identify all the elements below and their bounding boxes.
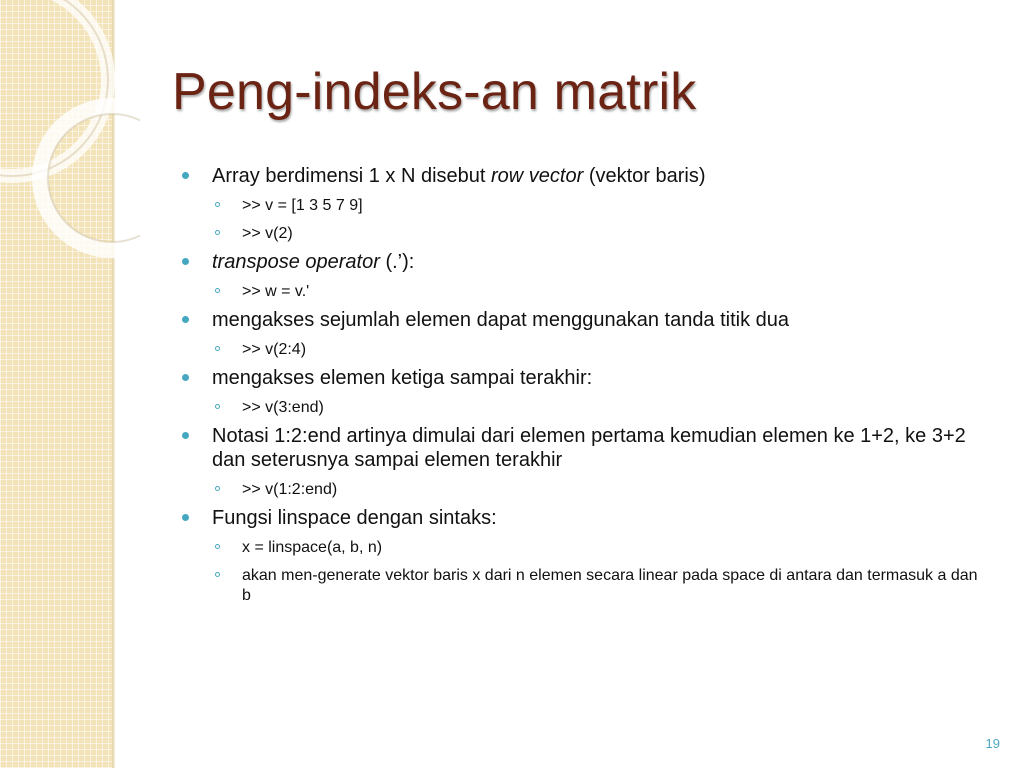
bullet-dot-icon (182, 374, 189, 381)
bullet-text: Array berdimensi 1 x N disebut (212, 165, 492, 187)
sub-bullet-text: x = linspace(a, b, n) (242, 539, 383, 556)
sub-list-item (180, 480, 990, 500)
sub-bullet-text: >> v(2) (242, 225, 293, 242)
bullet-ring-icon (215, 230, 220, 235)
bullet-ring-icon (215, 404, 220, 409)
bullet-dot-icon (182, 432, 189, 439)
sub-bullet-text: >> v(2:4) (242, 341, 307, 358)
bullet-ring-icon (215, 202, 220, 207)
sub-bullet-text: >> v(1:2:end) (242, 481, 338, 498)
bullet-text: Fungsi linspace dengan sintaks: (212, 507, 497, 529)
list-item (180, 250, 990, 274)
bullet-ring-icon (215, 346, 220, 351)
sub-list-item (180, 566, 990, 606)
bullet-text: mengakses elemen ketiga sampai terakhir: (212, 367, 593, 389)
bullet-ring-icon (215, 486, 220, 491)
bullet-ring-icon (215, 544, 220, 549)
bullet-text: (vektor baris) (583, 165, 706, 187)
sub-bullet-text: >> v(3:end) (242, 399, 324, 416)
sub-bullet-text: akan men-generate vektor baris x dari n elemen secara linear pada space di antara dan termasuk a dan b (242, 567, 978, 604)
sub-list-item (180, 196, 990, 216)
page-number: 19 (985, 736, 1000, 751)
bullet-text-italic: row vector (491, 165, 584, 187)
list-item (180, 506, 990, 530)
bullet-dot-icon (182, 514, 189, 521)
sub-list-item (180, 224, 990, 244)
bullet-dot-icon (182, 316, 189, 323)
bullet-text: (.’): (379, 251, 415, 273)
list-item (180, 164, 990, 188)
list-item (180, 366, 990, 390)
bullet-dot-icon (182, 258, 189, 265)
sub-list-item (180, 538, 990, 558)
bullet-ring-icon (215, 288, 220, 293)
bullet-dot-icon (182, 172, 189, 179)
list-item (180, 424, 990, 472)
sub-list-item (180, 398, 990, 418)
list-item (180, 308, 990, 332)
bullet-text-italic: transpose operator (212, 251, 380, 273)
sub-list-item (180, 282, 990, 302)
bullet-text: mengakses sejumlah elemen dapat menggunakan tanda titik dua (212, 309, 790, 331)
slide-title: Peng-indeks-an matrik (172, 63, 697, 121)
bullet-ring-icon (215, 572, 220, 577)
bullet-text: Notasi 1:2:end artinya dimulai dari elemen pertama kemudian elemen ke 1+2, ke 3+2 dan seterusnya sampai elemen terakhir (212, 425, 966, 471)
decorative-rings (0, 0, 140, 300)
sub-bullet-text: >> w = v.' (242, 283, 310, 300)
sub-list-item (180, 340, 990, 360)
sub-bullet-text: >> v = [1 3 5 7 9] (242, 197, 363, 214)
bullet-list (180, 164, 990, 606)
